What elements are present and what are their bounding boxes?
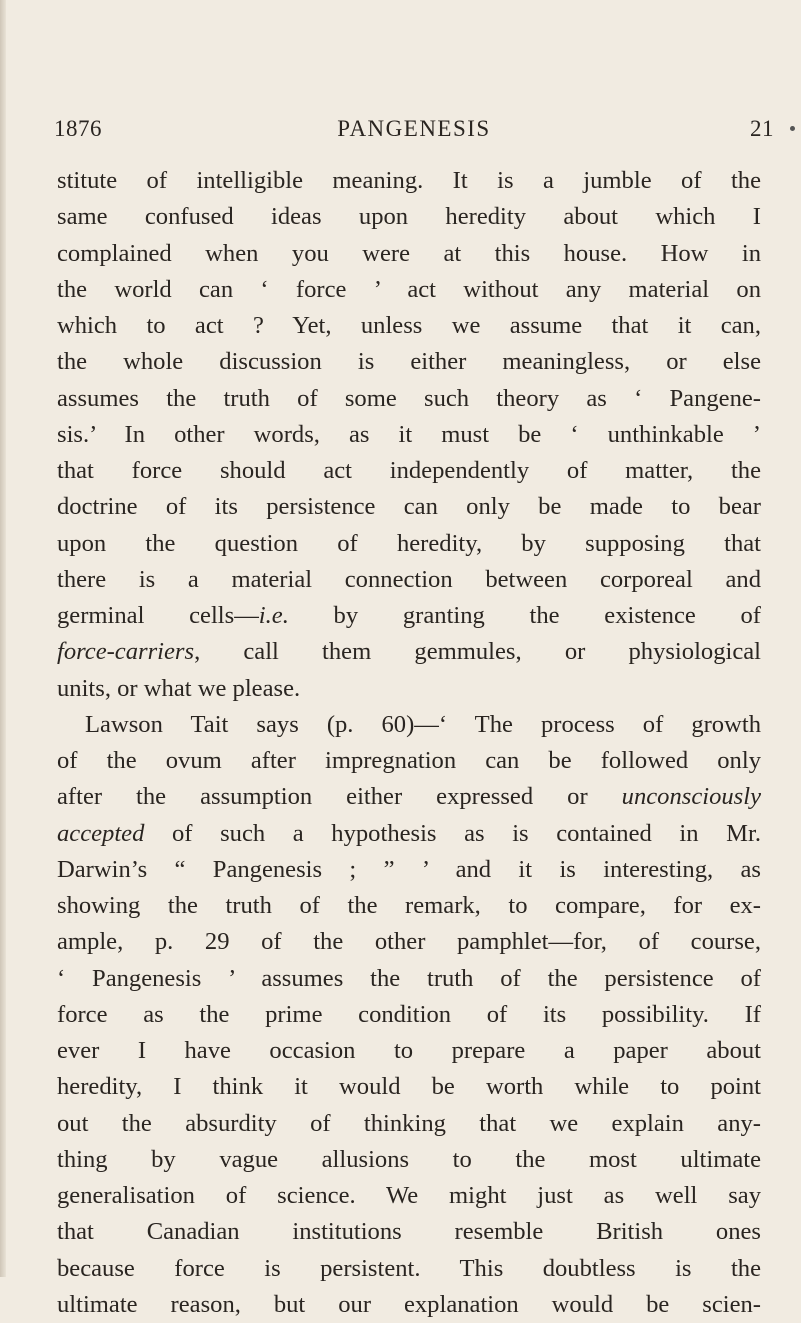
margin-mark [790,126,795,131]
italic-text: accepted [57,819,145,847]
text-line: thing by vague allusions to the most ultimate [57,1145,761,1173]
text-line: heredity, I think it would be worth while to point [57,1073,761,1101]
text-line: force as the prime condition of its possibility. If [57,1000,761,1028]
text-line: complained when you were at this house. How in [57,239,761,267]
page-number: 21 [750,116,774,141]
text-segment: after the assumption either expressed or [57,783,622,811]
text-line: ever I have occasion to prepare a paper about [57,1037,761,1064]
page-edge [0,0,6,1277]
italic-text: unconsciously [621,783,761,811]
text-line: same confused ideas upon heredity about which I [57,203,761,231]
text-line: upon the question of heredity, by supposing that [57,529,761,557]
text-line: ultimate reason, but our explanation would be scien- [57,1290,761,1318]
text-line: because force is persistent. This doubtless is the [57,1254,761,1282]
text-line: units, or what we please. [57,674,301,702]
text-line: assumes the truth of some such theory as ‘ Pangene- [57,384,761,412]
text-line: of the ovum after impregnation can be followed only [57,747,761,774]
text-line [57,598,761,634]
text-line: doctrine of its persistence can only be made to bear [57,493,761,521]
text-segment: germinal cells— [57,602,259,629]
text-line: the whole discussion is either meaningless, or else [57,348,761,376]
header-year: 1876 [54,116,102,141]
text-segment: of such a hypothesis as is contained in Mr. [172,819,761,847]
italic-text: i.e. [258,602,289,629]
text-line: stitute of intelligible meaning. It is a jumble of the [57,167,761,194]
text-line [57,816,761,852]
text-line: which to act ? Yet, unless we assume that it can, [57,312,761,339]
text-line: out the absurdity of thinking that we explain any- [57,1109,761,1137]
text-line: that Canadian institutions resemble British ones [57,1218,761,1246]
text-line [57,634,761,670]
italic-text: force-carriers [57,638,195,666]
text-line: ‘ Pangenesis ’ assumes the truth of the persistence of [57,964,761,992]
text-segment: , call them gemmules, or physiological [194,638,761,666]
text-segment: by granting the existence of [288,602,761,629]
text-line: generalisation of science. We might just as well say [57,1182,761,1209]
running-header [54,116,774,146]
text-line: Darwin’s “ Pangenesis ; ” ’ and it is interesting, as [57,855,761,883]
text-line: Lawson Tait says (p. 60)—‘ The process of growth [85,710,761,738]
text-line: sis.’ In other words, as it must be ‘ unthinkable ’ [57,420,761,448]
text-line: that force should act independently of matter, the [57,457,761,484]
text-line: the world can ‘ force ’ act without any material on [57,275,761,303]
text-line: there is a material connection between corporeal and [57,565,761,593]
text-line [57,779,761,815]
body-text [57,163,761,1323]
text-line: showing the truth of the remark, to compare, for ex- [57,892,761,919]
running-title: PANGENESIS [337,116,491,141]
text-line: ample, p. 29 of the other pamphlet—for, of course, [57,928,761,956]
